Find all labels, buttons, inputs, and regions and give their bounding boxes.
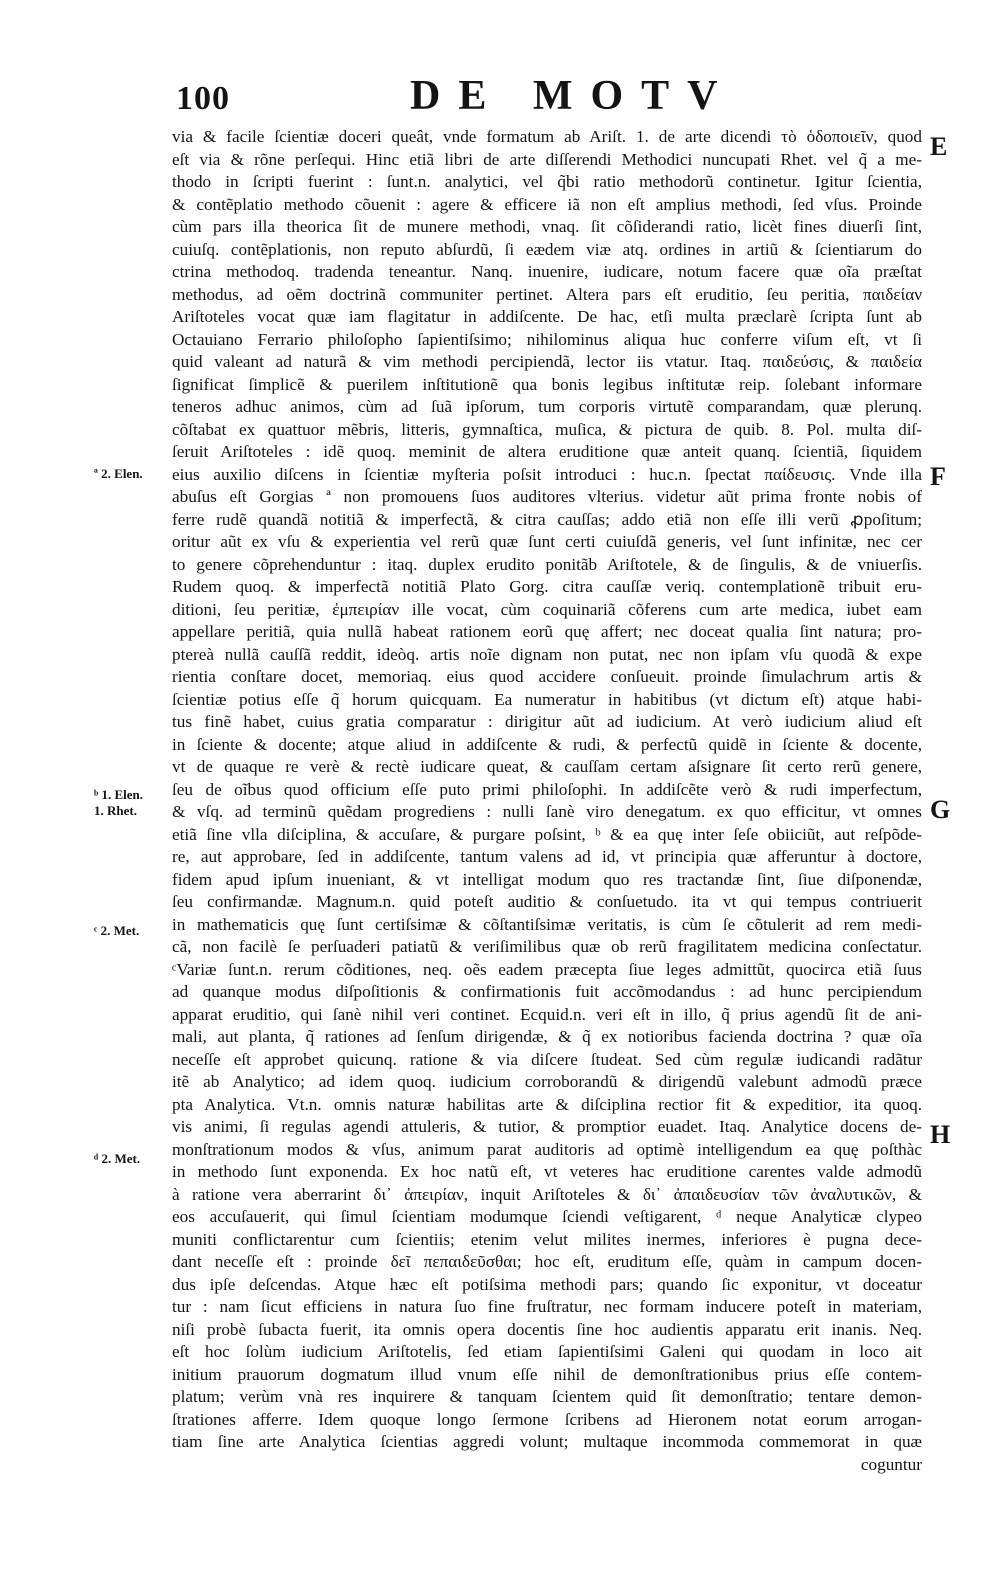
marginal-note: ª 2. Elen. bbox=[94, 466, 143, 481]
text-line: neceſſe eſt approbet quicunq. ratione & via diſcere ſtudeat. Sed cùm regulæ iudicandi radãtur bbox=[172, 1049, 922, 1069]
text-line: Ariſtoteles vocat quæ iam flagitatur in addiſcente. De hac, etſi multa præclarè ſcripta ſunt ab bbox=[172, 307, 922, 326]
text-line: vt de quaque re verè & rectè iudicare queat, & cauſſam certam aſsignare ſit certo rerũ genere, bbox=[172, 757, 922, 776]
page-number: 100 bbox=[176, 80, 230, 117]
text-line: initium prauorum dogmatum illud vnum eſſe nihil de demonſtrationibus prius eſſe contem- bbox=[172, 1364, 922, 1384]
text-line: ferre rudẽ quandã notitiã & imperfectã, & citra cauſſas; addo etiã non eſſe illi verũ ꝓpoſitum; bbox=[172, 509, 922, 529]
section-letter: E bbox=[930, 132, 948, 161]
text-line: cuiuſq. contẽplationis, non reputo abſurdũ, ſi eædem viæ atq. ordines in artiũ & ſcientiarum do bbox=[172, 239, 922, 259]
text-line: Octauiano Ferrario philoſopho ſapientiſsimo; nihilominus aliqua huc conferre viſum eſt, vt ſi bbox=[172, 329, 922, 349]
text-line: ſeu de oĩbus quod officium eſſe puto primi philoſophi. In addiſcẽte verò & rudi imperfectum, bbox=[172, 779, 922, 799]
text-line: platum; verùm vnà res inquirere & tanquam ſcientem quid ſit demonſtratio; tentare demon- bbox=[172, 1387, 922, 1406]
body-text bbox=[172, 126, 922, 1476]
text-line: abuſus eſt Gorgias ª non promouens ſuos auditores vlterius. videtur aũt prima fronte nobis of bbox=[172, 487, 922, 506]
text-line: in mathematicis quę ſunt certiſsimæ & cõſtantiſsimæ veritatis, is cùm ſe cõtulerit ad rem medi- bbox=[172, 914, 922, 934]
text-line: thodo in ſcripti fuerint : ſunt.n. analytici, vel q̃bi ratio methodorũ continetur. Igitur ſcientia, bbox=[172, 172, 922, 191]
text-line: teneros adhuc animos, cùm ad ſuã ipſorum, tum corporis virtutẽ comparandam, quæ plerunq. bbox=[172, 397, 922, 416]
text-line: ad quanque modus diſpoſitionis & confirmationis fuit accõmodandus : ad hunc percipiendum bbox=[172, 982, 922, 1001]
text-line: ſeu confirmandæ. Magnum.n. quid poteſt auditio & conſuetudo. ita vt qui tempus contriuerit bbox=[172, 892, 922, 911]
text-line: via & facile ſcientiæ doceri queât, vnde formatum ab Ariſt. 1. de arte dicendi τὸ ὁδοποιεῖν, quod bbox=[172, 127, 922, 146]
text-line: cã, non facilè ſe perſuaderi patiatũ & veriſimilibus quæ ob rerũ fragilitatem medicina conſectatur. bbox=[172, 937, 922, 956]
text-line: quid valeant ad naturã & vim methodi percipiendã, lector iis vtatur. Itaq. παιδεύσις, & παιδεία bbox=[172, 352, 922, 371]
text-line: tiam ſine arte Analytica ſcientias aggredi volunt; multaque incommoda commemorat in quæ bbox=[172, 1432, 922, 1451]
section-letter: F bbox=[930, 462, 946, 491]
text-line: apparat eruditio, qui ſanè nihil veri continet. Ecquid.n. veri eſt in illo, q̃ prius agendũ ſit de ani- bbox=[172, 1004, 922, 1024]
text-line: ptereà nullã cauſſã reddit, ideòq. artis noĩe dignam non putat, nec non ipſam vſu quodã & expe bbox=[172, 644, 922, 664]
text-line: dant neceſſe eſt : proinde δεῖ πεπαιδεῦσθαι; hoc eſt, eruditum eſſe, quàm in campum docen- bbox=[172, 1252, 922, 1271]
text-line: ᶜVariæ ſunt.n. rerum cõditiones, neq. oẽs eadem præcepta ſiue leges admittũt, quocirca etiã ſuus bbox=[172, 959, 922, 979]
text-line: & vſq. ad terminũ quẽdam progrediens : nulli ſanè viro denegatum. ex quo efficitur, vt omnes bbox=[172, 802, 922, 821]
text-line: fidem apud ipſum inueniant, & vt intelligat modum quo res tractandæ ſint, ſiue diſponendæ, bbox=[172, 869, 922, 889]
text-line: itẽ ab Analytico; ad idem quoq. iudicium corroborandũ & dirigendũ valebunt admodũ præce bbox=[172, 1072, 922, 1091]
text-line: Rudem quoq. & imperfectã notitiã Plato Gorg. citra cauſſæ veriq. contemplationẽ tribuit eru- bbox=[172, 577, 922, 596]
text-line: eſt hoc ſolùm iudicium Ariſtotelis, ſed etiam ſapientiſsimi Galeni qui quodam in loco ait bbox=[172, 1342, 922, 1361]
text-line: ſeruit Ariſtoteles : idẽ quoq. meminit de altera eruditione quæ anteit quanq. ſcientiã, ſiquidem bbox=[172, 442, 922, 461]
text-line: dus ipſe deſcendas. Atque hæc eſt potiſsima methodi pars; quando ſic exponitur, vt doceatur bbox=[172, 1274, 922, 1294]
text-line: eſt via & rõne perſequi. Hinc etiã libri de arte diſſerendi Methodici nuncupati Rhet. vel q̃ a me- bbox=[172, 149, 922, 169]
marginal-note: ᵈ 2. Met. bbox=[94, 1151, 141, 1166]
section-letter: G bbox=[930, 795, 951, 824]
marginal-note: ᵇ 1. Elen. 1. Rhet. bbox=[94, 787, 143, 818]
text-line: tus finẽ habet, cuius gratia comparatur : dirigitur aũt ad iudicium. At verò iudicium aliud eſt bbox=[172, 712, 922, 731]
text-line: eius auxilio diſcens in ſcientiæ myſteria poſsit introduci : huc.n. ſpectat παίδευσις. Vnde illa bbox=[172, 464, 922, 484]
text-line: re, aut approbare, ſed in addiſcente, tantum valens ad id, vt principia quæ afferuntur à doctore, bbox=[172, 847, 922, 866]
text-line: methodus, ad oẽm doctrinã communiter pertinet. Altera pars eſt eruditio, ſeu peritia, παιδείαν bbox=[172, 284, 922, 304]
text-line: & contẽplatio methodo cõuenit : agere & efficere iã non eſt amplius methodi, ſed vſus. Proinde bbox=[172, 194, 922, 214]
running-title: DE MOTV bbox=[410, 73, 736, 119]
text-line: vis animi, ſi regulas agendi attuleris, & tutior, & promptior euadet. Itaq. Analytice docens de- bbox=[172, 1117, 922, 1136]
marginal-note: ᶜ 2. Met. bbox=[94, 923, 140, 938]
text-line: in ſciente & docente; atque aliud in addiſcente & rudi, & perfectũ quidẽ in ſciente & docente, bbox=[172, 734, 922, 754]
text-line: ſignificat ſimplicẽ & puerilem inſtitutionẽ qua bonis legibus inſtitutæ reip. ſolebant informare bbox=[172, 374, 922, 394]
text-line: to genere cõprehenduntur : itaq. duplex erudito ponitãb Ariſtotele, & de ſingulis, & de vniuerſis. bbox=[172, 554, 922, 574]
text-line: ditioni, ſeu peritiæ, ἐμπειρίαν ille vocat, cùm coquinariã cõferens cum arte medica, iubet eam bbox=[172, 599, 922, 619]
text-line: oritur aũt ex vſu & experientia vel rerũ quæ ſunt certi cuiuſdã generis, vel ſunt infinitæ, nec cer bbox=[172, 532, 922, 551]
text-line: eos accuſauerit, qui ſimul ſcientiam modumque ſciendi veſtigarent, ᵈ neque Analyticæ clypeo bbox=[172, 1207, 922, 1226]
text-line: ctrina methodoq. tradenda teneantur. Nanq. inuenire, iudicare, notum facere quæ oĩa præſtat bbox=[172, 262, 922, 281]
text-line: ſtrationes afferre. Idem quoque longo ſermone ſcribens ad Hieronem notat eorum arrogan- bbox=[172, 1409, 922, 1429]
text-line: à ratione vera aberrarint δι᾽ ἀπειρίαν, inquit Ariſtoteles & δι᾽ ἀπαιδευσίαν τῶν ἀναλυτικῶν, & bbox=[172, 1184, 922, 1204]
text-line: niſi probè ſubacta fuerit, ita omnis opera docentis ſine hoc audientis apparatu erit inanis. Neq. bbox=[172, 1319, 922, 1339]
text-line: in methodo ſunt exponenda. Ex hoc natũ eſt, vt veteres hac eruditione carentes valde admodũ bbox=[172, 1162, 922, 1181]
text-line: etiã ſine vlla diſciplina, & accuſare, & purgare poſsint, ᵇ & ea quę inter ſeſe obiiciũt, aut reſpõde- bbox=[172, 824, 922, 844]
catchword: coguntur bbox=[860, 1454, 922, 1474]
text-line: cõſtabat ex quattuor mẽbris, litteris, gymnaſtica, muſica, & pictura de quib. 8. Pol. multa diſ- bbox=[172, 419, 922, 439]
text-line: cùm pars illa theorica ſit de munere methodi, vnaq. ſit cõſiderandi ratio, licèt fines diuerſi ſint, bbox=[172, 217, 922, 236]
text-line: appellare peritiã, quia nullã habeat rationem eorũ quę affert; nec doceat qualia ſint natura; pro- bbox=[172, 622, 922, 641]
text-line: mali, aut planta, q̃ rationes ad ſenſum dirigendæ, & q̃ ex notioribus facienda doctrina ? quæ oĩa bbox=[172, 1027, 922, 1046]
text-line: rientia conſtare docet, memoriaq. eius quod accidere conſueuit. proinde ſimulachrum artis & bbox=[172, 667, 922, 686]
text-line: monſtrationum modos & vſus, animum parat auditoris ad optimè intelligendum ea quę poſthàc bbox=[172, 1139, 922, 1159]
text-line: muniti conflictarentur cum ſcientiis; etenim velut milites inermes, inferiores è pugna dece- bbox=[172, 1229, 922, 1249]
section-letter: H bbox=[930, 1120, 951, 1149]
text-line: tur : nam ſicut efficiens in natura ſuo fine fruſtratur, nec formam inducere poteſt in materiam, bbox=[172, 1297, 922, 1316]
text-line: ſcientiæ potius eſſe q̃ horum quicquam. Ea numeratur in habitibus (vt dictum eſt) atque habi- bbox=[172, 689, 922, 709]
text-line: pta Analytica. Vt.n. omnis naturæ habilitas arte & diſciplina rectior fit & expeditior, ita quoq. bbox=[172, 1094, 922, 1114]
